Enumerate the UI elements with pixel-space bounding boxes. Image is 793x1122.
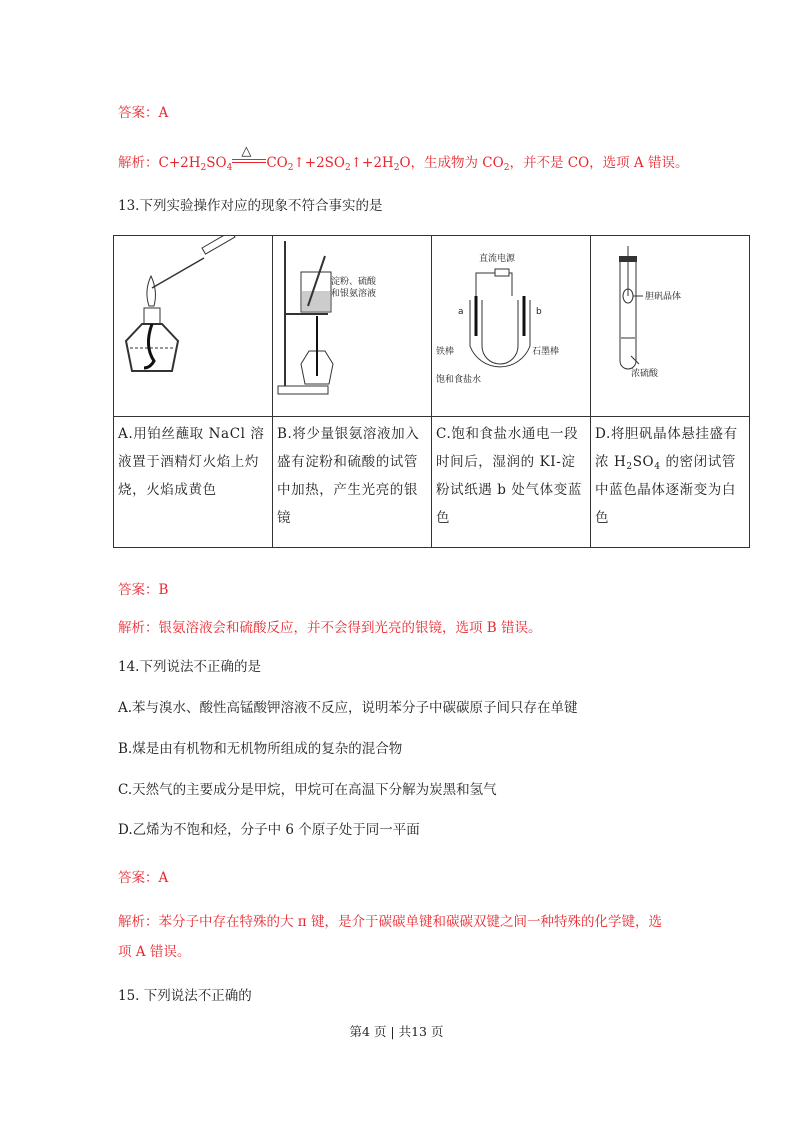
svg-text:饱和食盐水: 饱和食盐水 bbox=[436, 375, 482, 385]
q14-option-c: C.天然气的主要成分是甲烷，甲烷可在高温下分解为炭黑和氢气 bbox=[118, 782, 497, 798]
svg-text:和银氨溶液: 和银氨溶液 bbox=[331, 289, 377, 299]
q14-option-a: A.苯与溴水、酸性高锰酸钾溶液不反应，说明苯分子中碳碳原子间只存在单键 bbox=[118, 700, 578, 716]
q13-answer: 答案：B bbox=[118, 582, 169, 598]
silver-mirror-heating-figure bbox=[273, 236, 423, 412]
svg-text:浓硫酸: 浓硫酸 bbox=[631, 369, 659, 379]
alcohol-lamp-platinum-wire-figure bbox=[114, 236, 264, 412]
svg-text:a: a bbox=[458, 307, 464, 317]
figure-b-cell bbox=[273, 236, 432, 417]
q13-question: 13.下列实验操作对应的现象不符合事实的是 bbox=[118, 198, 383, 214]
page-footer: 第4 页 | 共13 页 bbox=[349, 1024, 444, 1039]
q13-analysis: 解析：银氨溶液会和硫酸反应，并不会得到光亮的银镜，选项 B 错误。 bbox=[118, 620, 542, 636]
option-c-text: C.饱和食盐水通电一段时间后，湿润的 KI-淀粉试纸遇 b 处气体变蓝色 bbox=[432, 417, 591, 548]
svg-text:b: b bbox=[536, 307, 542, 317]
option-d-text: D.将胆矾晶体悬挂盛有浓 $H_2SO_4$ 的密闭试管中蓝色晶体逐渐变为白色 bbox=[591, 417, 750, 548]
svg-text:铁棒: 铁棒 bbox=[436, 347, 455, 357]
q12-answer: 答案：A bbox=[118, 105, 169, 121]
electrolysis-u-tube-figure bbox=[432, 236, 582, 412]
blue-vitriol-test-tube-figure bbox=[591, 236, 741, 412]
svg-text:石墨棒: 石墨棒 bbox=[532, 347, 560, 357]
figure-c-cell bbox=[432, 236, 591, 417]
svg-text:直流电源: 直流电源 bbox=[479, 254, 516, 264]
q14-analysis-line2: 项 A 错误。 bbox=[118, 944, 191, 960]
heating-condition-sign: △ bbox=[232, 157, 266, 167]
option-b-text: B.将少量银氨溶液加入盛有淀粉和硫酸的试管中加热，产生光亮的银镜 bbox=[273, 417, 432, 548]
option-a-text: A.用铂丝蘸取 NaCl 溶液置于酒精灯火焰上灼烧，火焰成黄色 bbox=[114, 417, 273, 548]
svg-text:胆矾晶体: 胆矾晶体 bbox=[645, 292, 682, 302]
q14-analysis-line1: 解析：苯分子中存在特殊的大 π 键，是介于碳碳单键和碳碳双键之间一种特殊的化学键，选 bbox=[118, 914, 662, 930]
q14-question: 14.下列说法不正确的是 bbox=[118, 659, 261, 675]
svg-text:淀粉、硫酸: 淀粉、硫酸 bbox=[331, 277, 377, 287]
figure-a-cell bbox=[114, 236, 273, 417]
q13-options-table bbox=[113, 235, 750, 548]
q12-analysis: 解析：$C+2H_2SO_4$ △ $CO_2↑+2SO_2↑+2H_2O$，生成物为 $CO_2$，并不是 CO，选项 A 错误。 bbox=[118, 144, 689, 173]
figure-d-cell bbox=[591, 236, 750, 417]
q15-question: 15. 下列说法不正确的 bbox=[118, 988, 252, 1004]
q14-option-b: B.煤是由有机物和无机物所组成的复杂的混合物 bbox=[118, 741, 403, 757]
q14-answer: 答案：A bbox=[118, 870, 169, 886]
q14-option-d: D.乙烯为不饱和烃，分子中 6 个原子处于同一平面 bbox=[118, 822, 420, 838]
